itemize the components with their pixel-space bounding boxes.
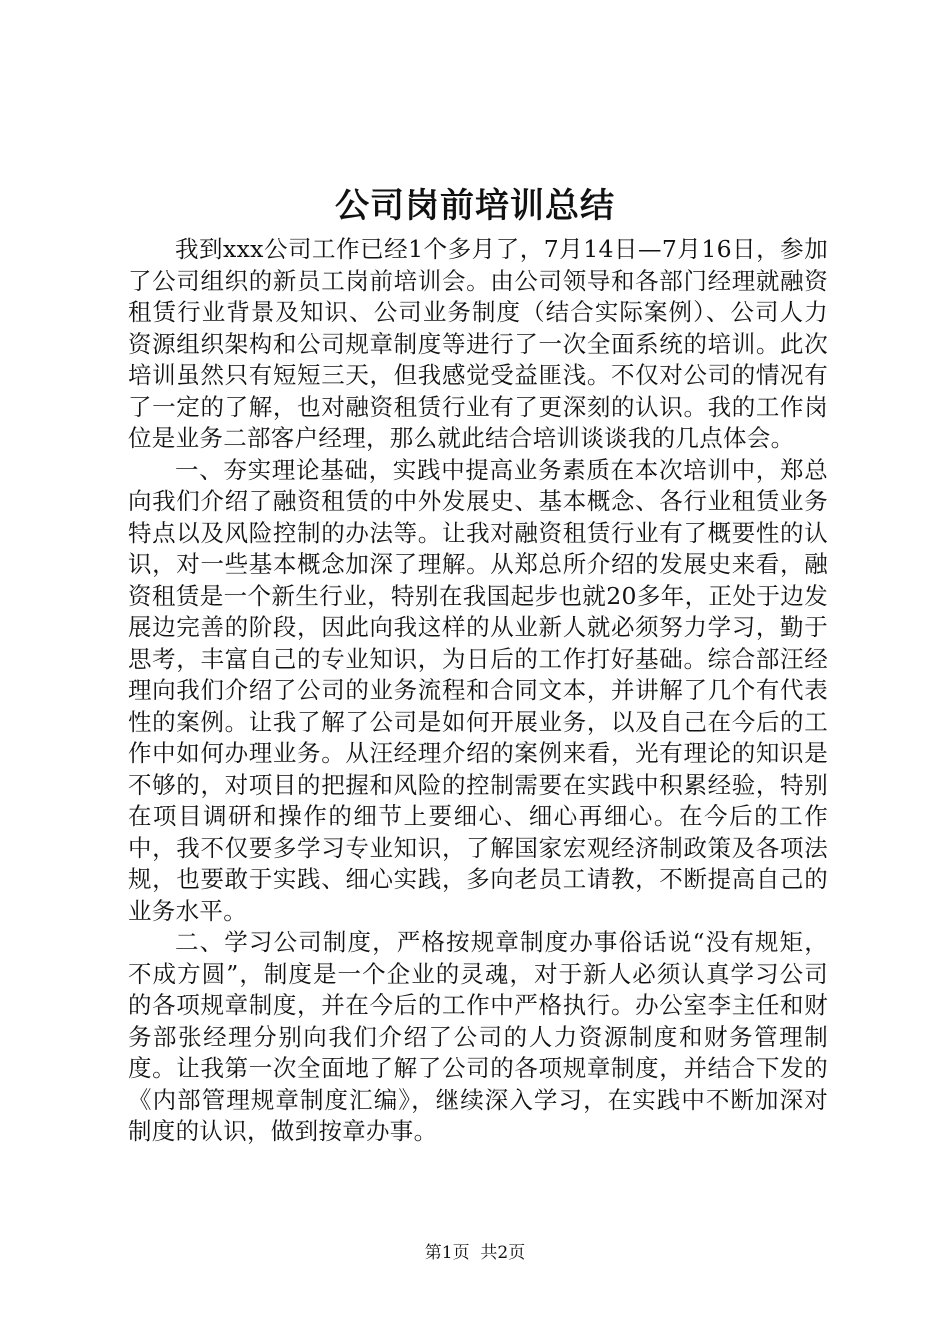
paragraph-section-one: 一、夯实理论基础，实践中提高业务素质在本次培训中，郑总向我们介绍了融资租赁的中外发展史、基本概念、各行业租赁业务特点以及风险控制的办法等。让我对融资租赁行业有了概要性的认识，对一些基本概念加深了理解。从郑总所介绍的发展史来看，融资租赁是一个新生行业，特别在我国起步也就20多年，正处于边发展边完善的阶段，因此向我这样的从业新人就必须努力学习，勤于思考，丰富自己的专业知识，为日后的工作打好基础。综合部汪经理向我们介绍了公司的业务流程和合同文本，并讲解了几个有代表性的案例。让我了解了公司是如何开展业务，以及自己在今后的工作中如何办理业务。从汪经理介绍的案例来看，光有理论的知识是不够的，对项目的把握和风险的控制需要在实践中积累经验，特别在项目调研和操作的细节上要细心、细心再细心。在今后的工作中，我不仅要多学习专业知识，了解国家宏观经济制政策及各项法规，也要敢于实践、细心实践，多向老员工请教，不断提高自己的业务水平。 [128,455,828,925]
page-number: 第1页 [424,1243,470,1263]
document-body [128,234,828,1148]
paragraph-section-two: 二、学习公司制度，严格按规章制度办事俗话说“没有规矩，不成方圆”，制度是一个企业的灵魂，对于新人必须认真学习公司的各项规章制度，并在今后的工作中严格执行。办公室李主任和财务部张经理分别向我们介绍了公司的人力资源制度和财务管理制度。让我第一次全面地了解了公司的各项规章制度，并结合下发的《内部管理规章制度汇编》，继续深入学习，在实践中不断加深对制度的认识，做到按章办事。 [128,928,828,1145]
document-title: 公司岗前培训总结 [335,186,615,226]
page-footer [0,1242,950,1264]
paragraph-intro: 我到xxx公司工作已经1个多月了，7月14日—7月16日，参加了公司组织的新员工岗前培训会。由公司领导和各部门经理就融资租赁行业背景及知识、公司业务制度（结合实际案例）、公司人力资源组织架构和公司规章制度等进行了一次全面系统的培训。此次培训虽然只有短短三天，但我感觉受益匪浅。不仅对公司的情况有了一定的了解，也对融资租赁行业有了更深刻的认识。我的工作岗位是业务二部客户经理，那么就此结合培训谈谈我的几点体会。 [128,235,828,452]
page-total: 共2页 [480,1243,526,1263]
